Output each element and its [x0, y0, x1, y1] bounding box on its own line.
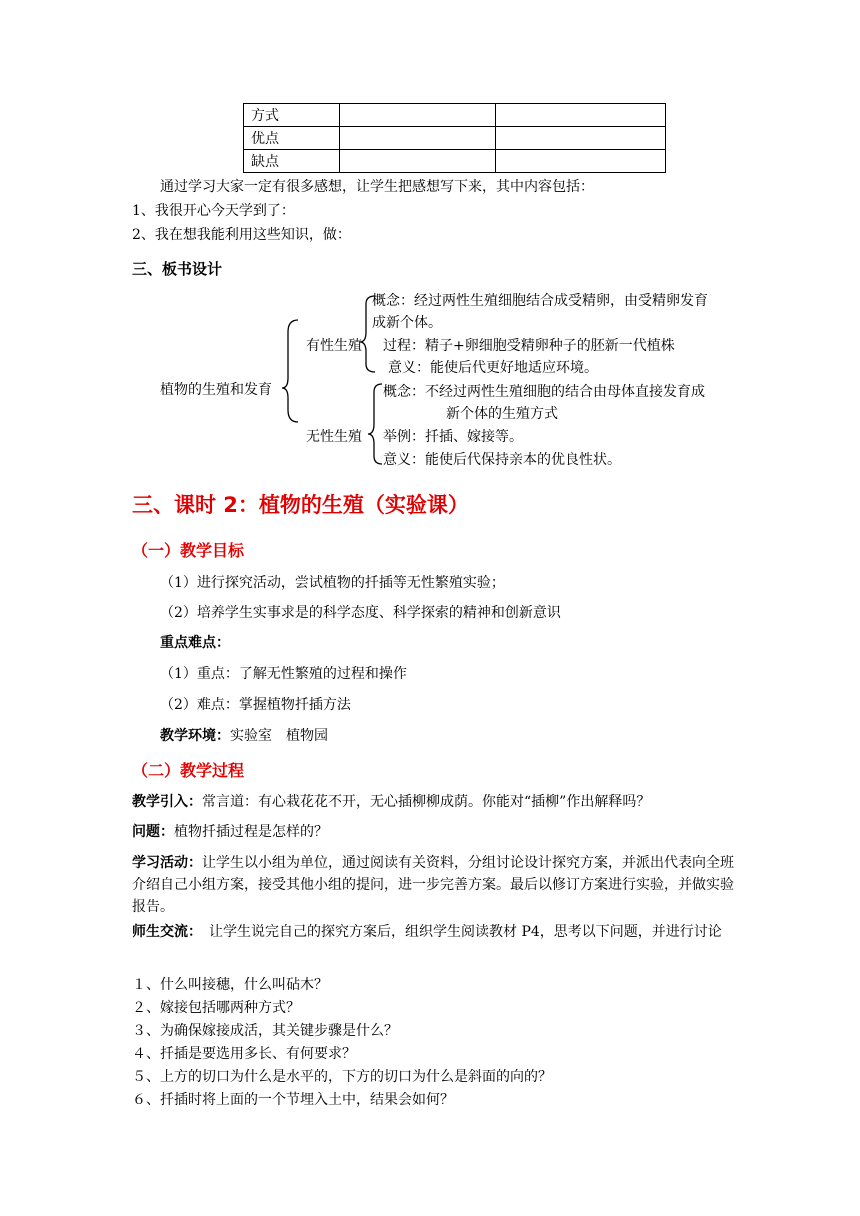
- env-label: 教学环境：: [160, 728, 230, 744]
- key-point-item: （1）重点：了解无性繁殖的过程和操作: [160, 666, 407, 682]
- board-heading: 三、板书设计: [132, 260, 223, 278]
- teacher-student-exchange: [132, 921, 734, 943]
- teaching-environment: [160, 725, 328, 745]
- process-intro: [132, 791, 650, 811]
- key-point-item: （2）难点：掌握植物扦插方法: [160, 697, 351, 713]
- process-intro-text: 常言道：有心栽花花不开，无心插柳柳成荫。你能对“插柳”作出解释吗？: [202, 794, 651, 810]
- board-asexual-example: 举例：扦插、嫁接等。: [383, 429, 523, 445]
- exchange-text: 让学生说完自己的探究方案后，组织学生阅读教材 P4，思考以下问题，并进行讨论: [195, 924, 722, 940]
- board-sexual-concept: 概念：经过两性生殖细胞结合成受精卵，由受精卵发育: [372, 293, 708, 309]
- board-asexual-concept: 概念：不经过两性生殖细胞的结合由母体直接发育成: [383, 384, 705, 400]
- list-item: ２、嫁接包括哪两种方式？: [132, 1000, 300, 1016]
- section-heading-process: （二）教学过程: [132, 761, 245, 780]
- learning-activity-label: 学习活动：: [132, 855, 202, 871]
- goal-item: （1）进行探究活动，尝试植物的扦插等无性繁殖实验；: [160, 575, 505, 591]
- reflection-item: 2、我在想我能利用这些知识，做：: [132, 227, 351, 243]
- table-row-label: 缺点: [244, 150, 340, 173]
- learning-activity: [132, 852, 734, 918]
- board-asexual-meaning: 意义：能使后代保持亲本的优良性状。: [383, 452, 621, 468]
- list-item: ５、上方的切口为什么是水平的，下方的切口为什么是斜面的向的？: [132, 1069, 552, 1085]
- lesson-title: 三、课时 2：植物的生殖（实验课）: [132, 493, 469, 517]
- intro-text: 通过学习大家一定有很多感想，让学生把感想写下来，其中内容包括：: [160, 179, 594, 195]
- board-asexual-concept-cont: 新个体的生殖方式: [446, 406, 558, 422]
- table-row-label: 优点: [244, 127, 340, 150]
- key-points-label: 重点难点：: [160, 635, 230, 651]
- board-sexual-concept-cont: 成新个体。: [372, 315, 442, 331]
- board-sexual-label: 有性生殖: [306, 338, 362, 354]
- process-intro-label: 教学引入：: [132, 794, 202, 810]
- reflection-item: 1、我很开心今天学到了：: [132, 203, 295, 219]
- list-item: ３、为确保嫁接成活，其关键步骤是什么？: [132, 1023, 398, 1039]
- board-sexual-meaning: 意义：能使后代更好地适应环境。: [388, 360, 598, 376]
- section-heading-goals: （一）教学目标: [132, 541, 245, 560]
- process-question-label: 问题：: [132, 824, 174, 840]
- process-question: [132, 821, 328, 841]
- board-asexual-label: 无性生殖: [306, 429, 362, 445]
- env-value: 实验室 植物园: [230, 728, 328, 744]
- board-braces: [0, 0, 860, 480]
- board-sexual-process: 过程：精子+卵细胞受精卵种子的胚新一代植株: [383, 338, 675, 354]
- list-item: ６、扦插时将上面的一个节埋入土中，结果会如何？: [132, 1092, 454, 1108]
- goal-item: （2）培养学生实事求是的科学态度、科学探索的精神和创新意识: [160, 605, 561, 621]
- table-row-label: 方式: [244, 104, 340, 127]
- exchange-label: 师生交流：: [132, 924, 195, 940]
- learning-activity-text: 让学生以小组为单位，通过阅读有关资料，分组讨论设计探究方案，并派出代表向全班介绍自己小组方案，接受其他小组的提问，进一步完善方案。最后以修订方案进行实验，并做实验报告。: [132, 855, 734, 915]
- list-item: １、什么叫接穗，什么叫砧木？: [132, 977, 328, 993]
- board-root: 植物的生殖和发育: [160, 382, 272, 398]
- process-question-text: 植物扦插过程是怎样的？: [174, 824, 328, 840]
- list-item: ４、扦插是要选用多长、有何要求？: [132, 1046, 356, 1062]
